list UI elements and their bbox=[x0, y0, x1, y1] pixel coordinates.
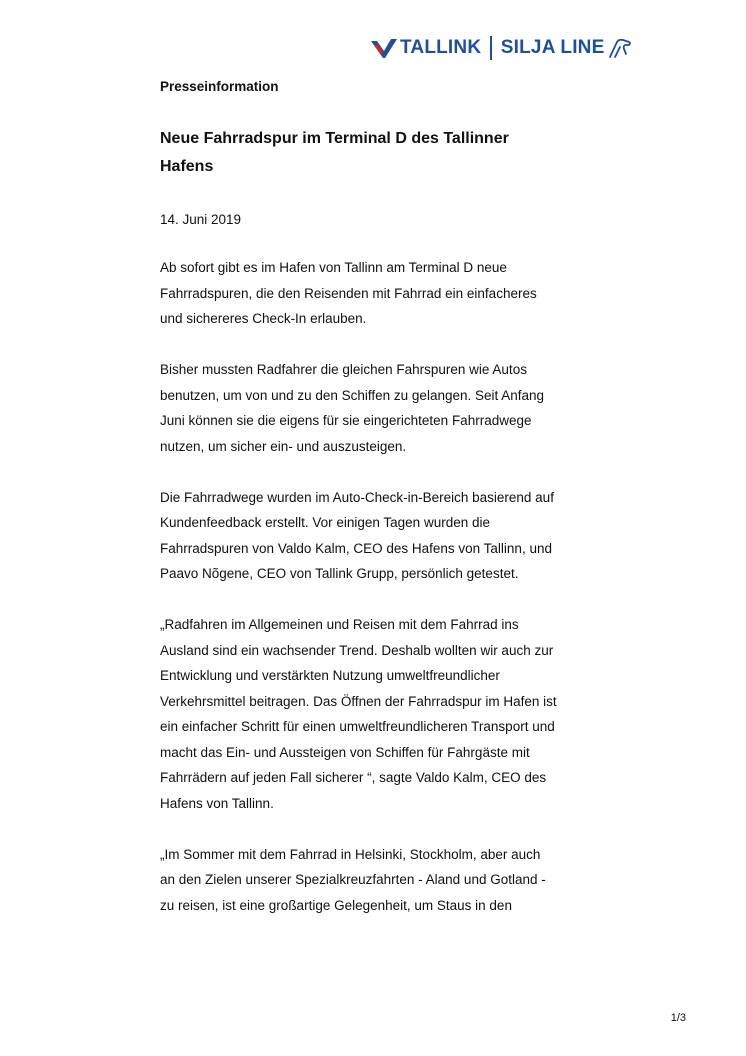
paragraph-1 bbox=[160, 255, 610, 332]
logo-separator bbox=[490, 36, 492, 60]
text-line: „Im Sommer mit dem Fahrrad in Helsinki, Stockholm, aber auch bbox=[160, 846, 541, 862]
text-line: zu reisen, ist eine großartige Gelegenheit, um Staus in den bbox=[160, 897, 512, 913]
publication-date: 14. Juni 2019 bbox=[160, 212, 242, 227]
headline-line: Hafens bbox=[160, 158, 214, 175]
paragraph-5-quote bbox=[160, 842, 610, 919]
paragraph-4-quote bbox=[160, 612, 610, 816]
text-line: Juni können sie die eigens für sie eingerichteten Fahrradwege bbox=[160, 413, 532, 428]
tallink-chevron-icon bbox=[370, 36, 398, 60]
text-line: Paavo Nõgene, CEO von Tallink Grupp, persönlich getestet. bbox=[160, 566, 519, 581]
text-line: Ab sofort gibt es im Hafen von Tallinn am Terminal D neue bbox=[160, 260, 507, 275]
text-line: Hafens von Tallinn. bbox=[160, 795, 274, 811]
headline bbox=[160, 125, 610, 181]
text-line: an den Zielen unserer Spezialkreuzfahrten - Aland und Gotland - bbox=[160, 872, 546, 887]
page-number: 1/3 bbox=[670, 1012, 686, 1024]
text-line: und sichereres Check-In erlauben. bbox=[160, 311, 367, 326]
text-line: „Radfahren im Allgemeinen und Reisen mit dem Fahrrad ins bbox=[160, 617, 519, 632]
text-line: Entwicklung und verstärkten Nutzung umweltfreundlicher bbox=[160, 668, 500, 683]
text-line: Fahrradspuren von Valdo Kalm, CEO des Hafens von Tallinn, und bbox=[160, 540, 552, 556]
text-line: Kundenfeedback erstellt. Vor einigen Tagen wurden die bbox=[160, 515, 490, 530]
brand-silja-line: SILJA LINE bbox=[500, 37, 605, 58]
headline-line: Neue Fahrradspur im Terminal D des Tallinner bbox=[160, 130, 509, 147]
press-release-body bbox=[160, 76, 610, 918]
text-line: Fahrrädern auf jeden Fall sicherer “, sagte Valdo Kalm, CEO des bbox=[160, 770, 547, 785]
tallink-silja-logo bbox=[370, 34, 632, 62]
text-line: nutzen, um sicher ein- und auszusteigen. bbox=[160, 438, 407, 454]
text-line: benutzen, um von und zu den Schiffen zu gelangen. Seit Anfang bbox=[160, 387, 545, 403]
text-line: Bisher mussten Radfahrer die gleichen Fahrspuren wie Autos bbox=[160, 362, 527, 377]
seal-icon bbox=[608, 37, 632, 59]
text-line: Fahrradspuren, die den Reisenden mit Fahrrad ein einfacheres bbox=[160, 285, 537, 301]
text-line: Die Fahrradwege wurden im Auto-Check-in-Bereich basierend auf bbox=[160, 489, 554, 505]
paragraph-2 bbox=[160, 357, 610, 459]
text-line: macht das Ein- und Aussteigen von Schiffen für Fahrgäste mit bbox=[160, 744, 530, 760]
paragraph-3 bbox=[160, 485, 610, 587]
document-label: Presseinformation bbox=[160, 79, 279, 94]
text-line: Ausland sind ein wachsender Trend. Deshalb wollten wir auch zur bbox=[160, 642, 554, 658]
text-line: Verkehrsmittel beitragen. Das Öffnen der Fahrradspur im Hafen ist bbox=[160, 693, 557, 709]
brand-tallink: TALLINK bbox=[400, 37, 482, 58]
text-line: ein einfacher Schritt für einen umweltfreundlicheren Transport und bbox=[160, 719, 555, 734]
